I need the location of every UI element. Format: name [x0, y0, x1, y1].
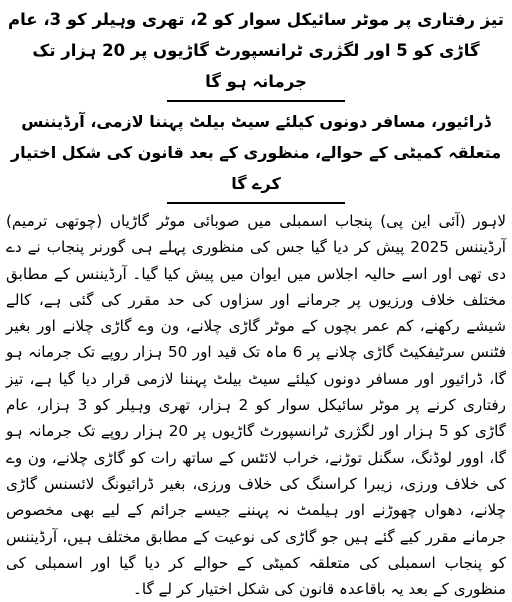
headline: تیز رفتاری پر موٹر سائیکل سوار کو 2، تھری وہیلر کو 3، عام گاڑی کو 5 اور لگژری ٹرانسپورٹ گاڑیوں پر 20 ہزار تک جرمانہ ہو گا: [8, 10, 504, 91]
divider: [167, 202, 345, 204]
divider: [167, 100, 345, 102]
article-body: لاہور (آئی این پی) پنجاب اسمبلی میں صوبائی موٹر گاڑیاں (چوتھی ترمیم) آرڈیننس 2025 پیش کر دیا گیا جس کی منظوری پہلے ہی گورنر پنجاب نے دے دی تھی اور اسے حالیہ اجلاس میں ایوان میں پیش کیا گیا۔ آرڈیننس کے مطابق مختلف خلاف ورزیوں پر جرمانے اور سزاوں کی حد مقرر کی گئی ہے، کالے شیشے رکھنے، کم عمر بچوں کے موٹر گاڑی چلانے، ون وے گاڑی چلانے اور بغیر فٹنس سرٹیفکیٹ گاڑی چلانے پر 6 ماہ تک قید اور 50 ہزار روپے تک جرمانہ ہو گا، ڈرائیور اور مسافر دونوں کیلئے سیٹ بیلٹ پہننا لازمی قرار دیا گیا ہے، تیز رفتاری کرنے پر موٹر سائیکل سوار کو 2 ہزار، تھری وہیلر کو 3 ہزار، عام گاڑی کو 5 ہزار اور لگژری ٹرانسپورٹ گاڑیوں پر 20 ہزار روپے تک جرمانہ ہو گا، اوور لوڈنگ، سگنل توڑنے، خراب لائٹس کے ساتھ رات کو گاڑی چلانے، ون وے کی خلاف ورزی، زیبرا کراسنگ کی خلاف ورزی، بغیر ڈرائیونگ لائسنس گاڑی چلانے، دھواں چھوڑنے اور ہیلمٹ نہ پہننے جیسے جرائم کے لیے بھی مخصوص جرمانے مقرر کیے گئے ہیں جو گاڑی کی نوعیت کے مطابق مختلف ہیں، آرڈیننس کو پنجاب اسمبلی کی متعلقہ کمیٹی کے حوالے کر دیا گیا اور اسمبلی کی منظوری کے بعد یہ باقاعدہ قانون کی شکل اختیار کر لے گا۔: [6, 212, 506, 599]
subheadline: ڈرائیور، مسافر دونوں کیلئے سیٹ بیلٹ پہننا لازمی، آرڈیننس متعلقہ کمیٹی کے حوالے، منظوری کے بعد قانون کی شکل اختیار کرے گا: [10, 112, 502, 193]
